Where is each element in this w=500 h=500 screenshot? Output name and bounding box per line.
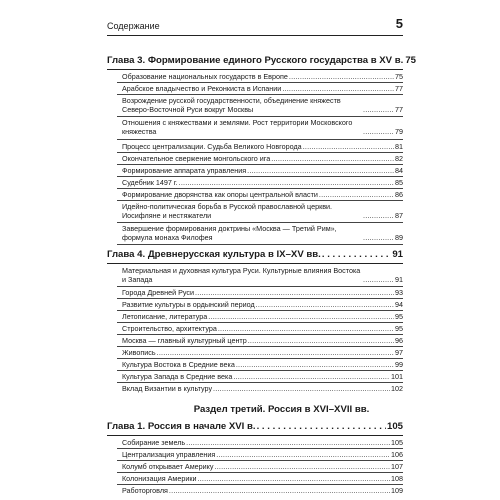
- entry-divider: [117, 139, 403, 140]
- chapter-1-heading[interactable]: [107, 421, 403, 433]
- toc-entry[interactable]: Вклад Византии в культуру ..... 102: [122, 384, 403, 393]
- toc-entry[interactable]: Завершение формирования доктрины «Москва — Третий Рим», формула монаха Филофея ..... 89: [122, 224, 403, 242]
- toc-entry[interactable]: Летописание, литература ..... 95: [122, 312, 403, 321]
- toc-entry[interactable]: Материальная и духовная культура Руси. Культурные влияния Востока и Запада ..... 91: [122, 266, 403, 284]
- chapter-title: Глава 4. Древнерусская культура в IX–XV вв.: [107, 249, 321, 260]
- toc-entry[interactable]: Москва — главный культурный центр ..... 96: [122, 336, 403, 345]
- toc-entry[interactable]: Живопись ..... 97: [122, 348, 403, 357]
- toc-entry[interactable]: Формирование дворянства как опоры центральной власти ..... 86: [122, 190, 403, 199]
- toc-entry[interactable]: Развитие культуры в ордынский период ..... 94: [122, 300, 403, 309]
- toc-entry[interactable]: Арабское владычество и Реконкиста в Испании ..... 77: [122, 84, 403, 93]
- entry-divider: [117, 222, 403, 223]
- entry-divider: [117, 176, 403, 177]
- entry-divider: [117, 334, 403, 335]
- toc-entry[interactable]: Собирание земель ..... 105: [122, 438, 403, 447]
- toc-entry[interactable]: Колумб открывает Америку ..... 107: [122, 462, 403, 471]
- entry-divider: [117, 472, 403, 473]
- toc-entry[interactable]: Окончательное свержение монгольского ига ..... 82: [122, 154, 403, 163]
- entry-divider: [117, 298, 403, 299]
- entry-divider: [117, 94, 403, 95]
- toc-entry[interactable]: Образование национальных государств в Европе ..... 75: [122, 72, 403, 81]
- toc-entry[interactable]: Культура Востока в Средние века ..... 99: [122, 360, 403, 369]
- chapter-title: Глава 3. Формирование единого Русского государства в XV в.: [107, 55, 404, 66]
- page-header: [107, 16, 403, 36]
- entry-divider: [117, 286, 403, 287]
- toc-entry[interactable]: Централизация управления ..... 106: [122, 450, 403, 459]
- entry-divider: [117, 164, 403, 165]
- entry-divider: [117, 116, 403, 117]
- toc-entry[interactable]: Работорговля ..... 109: [122, 486, 403, 495]
- toc-entry[interactable]: Процесс централизации. Судьба Великого Новгорода ..... 81: [122, 142, 403, 151]
- section-title: Раздел третий. Россия в XVI–XVII вв.: [193, 404, 370, 415]
- chapter-divider: [107, 435, 403, 436]
- entry-divider: [117, 382, 403, 383]
- chapter-page: 75: [405, 55, 416, 66]
- toc-entry[interactable]: Культура Запада в Средние века ..... 101: [122, 372, 403, 381]
- entry-divider: [117, 448, 403, 449]
- entry-divider: [117, 460, 403, 461]
- toc-entry[interactable]: Формирование аппарата управления ..... 84: [122, 166, 403, 175]
- entry-divider: [117, 152, 403, 153]
- entry-divider: [117, 310, 403, 311]
- toc-entry[interactable]: Колонизация Америки ..... 108: [122, 474, 403, 483]
- entry-divider: [117, 370, 403, 371]
- entry-divider: [117, 346, 403, 347]
- entry-divider: [117, 244, 403, 245]
- chapter-divider: [107, 263, 403, 264]
- chapter-4-heading[interactable]: [107, 249, 403, 261]
- header-title: Содержание: [107, 21, 160, 31]
- page-number: 5: [395, 16, 403, 31]
- dot-leader: [322, 249, 391, 261]
- entry-divider: [117, 200, 403, 201]
- entry-divider: [117, 358, 403, 359]
- toc-entry[interactable]: Идейно-политическая борьба в Русской православной церкви. Иосифляне и нестяжатели ..... 87: [122, 202, 403, 220]
- toc-entry[interactable]: Возрождение русской государственности, объединение княжеств Северо-Восточной Руси вокруг Москвы ..... 77: [122, 96, 403, 114]
- dot-leader: [257, 421, 386, 433]
- chapter-page: 91: [392, 249, 403, 260]
- entry-divider: [117, 82, 403, 83]
- toc-entry[interactable]: Отношения с княжествами и землями. Рост территории Московского княжества ..... 79: [122, 118, 403, 136]
- chapter-divider: [107, 69, 403, 70]
- chapter-page: 105: [386, 421, 403, 432]
- chapter-title: Глава 1. Россия в начале XVI в.: [107, 421, 256, 432]
- entry-divider: [117, 484, 403, 485]
- entry-divider: [117, 322, 403, 323]
- toc-entry[interactable]: Строительство, архитектура ..... 95: [122, 324, 403, 333]
- toc-entry[interactable]: Судебник 1497 г. ..... 85: [122, 178, 403, 187]
- chapter-3-heading[interactable]: [107, 55, 416, 67]
- toc-entry[interactable]: Города Древней Руси ..... 93: [122, 288, 403, 297]
- entry-divider: [117, 188, 403, 189]
